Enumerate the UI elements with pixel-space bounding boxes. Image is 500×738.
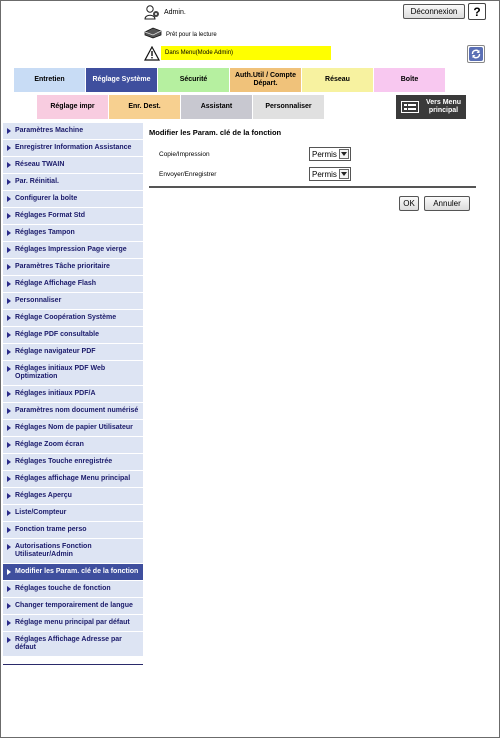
arrow-right-icon — [7, 366, 11, 372]
sidebar-item[interactable] — [3, 140, 143, 156]
arrow-right-icon — [7, 281, 11, 287]
admin-mode-indicator: Dans Menu(Mode Admin) — [161, 46, 331, 60]
permission-row-send — [149, 165, 477, 185]
sidebar-item-label: Réglages Aperçu — [15, 492, 72, 499]
tab-reseau[interactable]: Réseau — [302, 68, 373, 92]
ok-button[interactable]: OK — [399, 196, 419, 211]
sidebar-item-label: Configurer la boîte — [15, 195, 78, 202]
arrow-right-icon — [7, 213, 11, 219]
tab-securite[interactable]: Sécurité — [158, 68, 229, 92]
sidebar-item-label: Réglage Zoom écran — [15, 441, 84, 448]
warning-icon — [144, 46, 160, 61]
sidebar-item-label: Réglages initiaux PDF/A — [15, 390, 96, 397]
select-value: Permis — [312, 149, 337, 159]
tab-enr-dest[interactable]: Enr. Dest. — [109, 95, 180, 119]
tab-reglage-impr[interactable]: Réglage impr — [37, 95, 108, 119]
tab-assistant[interactable]: Assistant — [181, 95, 252, 119]
sidebar-item[interactable] — [3, 361, 143, 385]
printer-icon — [144, 26, 162, 44]
sidebar-item-label: Réglages Format Std — [15, 212, 86, 219]
arrow-right-icon — [7, 637, 11, 643]
sidebar-item-label: Réglages Tampon — [15, 229, 75, 236]
send-save-select[interactable] — [309, 167, 351, 181]
tab-boite[interactable]: Boîte — [374, 68, 445, 92]
cancel-button[interactable]: Annuler — [424, 196, 470, 211]
sidebar-item[interactable] — [3, 505, 143, 521]
chevron-down-icon — [339, 169, 349, 179]
arrow-right-icon — [7, 425, 11, 431]
arrow-right-icon — [7, 298, 11, 304]
sidebar-item-label: Fonction trame perso — [15, 526, 87, 533]
arrow-right-icon — [7, 264, 11, 270]
sidebar-item-label: Par. Réinitial. — [15, 178, 59, 185]
copy-print-select[interactable] — [309, 147, 351, 161]
arrow-right-icon — [7, 586, 11, 592]
page-title: Modifier les Param. clé de la fonction — [149, 128, 282, 137]
arrow-right-icon — [7, 230, 11, 236]
select-value: Permis — [312, 169, 337, 179]
sidebar-item[interactable] — [3, 564, 143, 580]
tab-reglage-systeme[interactable]: Réglage Système — [86, 68, 157, 92]
sidebar-item-label: Réglages Affichage Adresse par défaut — [15, 636, 122, 651]
arrow-right-icon — [7, 510, 11, 516]
arrow-right-icon — [7, 527, 11, 533]
arrow-right-icon — [7, 603, 11, 609]
sidebar-item-label: Paramètres Machine — [15, 127, 84, 134]
main-menu-label: Vers Menu principal — [425, 99, 461, 114]
permission-label: Copie/Impression — [159, 151, 210, 158]
sidebar-item[interactable] — [3, 420, 143, 436]
permission-label: Envoyer/Enregistrer — [159, 171, 217, 178]
sidebar-item[interactable] — [3, 454, 143, 470]
arrow-right-icon — [7, 620, 11, 626]
sidebar-item[interactable] — [3, 327, 143, 343]
arrow-right-icon — [7, 493, 11, 499]
sidebar-divider — [3, 664, 143, 665]
sidebar-item[interactable] — [3, 437, 143, 453]
sidebar-item[interactable] — [3, 174, 143, 190]
sidebar-item-label: Réglages initiaux PDF Web Optimization — [15, 365, 106, 380]
tab-auth-util-compte[interactable]: Auth.Util / Compte Départ. — [230, 68, 301, 92]
arrow-right-icon — [7, 145, 11, 151]
sidebar-item[interactable] — [3, 191, 143, 207]
sidebar-item-label: Réglages Impression Page vierge — [15, 246, 127, 253]
sidebar-item-label: Paramètres Tâche prioritaire — [15, 263, 110, 270]
arrow-right-icon — [7, 442, 11, 448]
arrow-right-icon — [7, 569, 11, 575]
arrow-right-icon — [7, 332, 11, 338]
sidebar-item-label: Enregistrer Information Assistance — [15, 144, 132, 151]
sidebar-item[interactable] — [3, 259, 143, 275]
header — [1, 1, 499, 123]
sidebar-item[interactable] — [3, 598, 143, 614]
sidebar-item-label: Paramètres nom document numérisé — [15, 407, 139, 414]
admin-user-icon — [144, 4, 160, 20]
user-row — [144, 4, 186, 20]
refresh-button[interactable] — [467, 45, 485, 63]
sidebar-item[interactable] — [3, 581, 143, 597]
sidebar-item-label: Réglages Touche enregistrée — [15, 458, 113, 465]
sidebar-item[interactable] — [3, 615, 143, 631]
sidebar-item[interactable] — [3, 276, 143, 292]
sidebar-item[interactable] — [3, 539, 143, 563]
sidebar-item-label: Réseau TWAIN — [15, 161, 65, 168]
arrow-right-icon — [7, 196, 11, 202]
arrow-right-icon — [7, 162, 11, 168]
main-panel — [149, 128, 477, 208]
mode-row — [144, 45, 331, 61]
status-text: Prêt pour la lecture — [166, 31, 217, 38]
sidebar-item-label: Réglage PDF consultable — [15, 331, 100, 338]
arrow-right-icon — [7, 247, 11, 253]
sidebar-item-label: Réglage menu principal par défaut — [15, 619, 130, 626]
sidebar-item[interactable] — [3, 632, 143, 656]
status-row — [144, 28, 217, 41]
arrow-right-icon — [7, 391, 11, 397]
sidebar-item-label: Changer temporairement de langue — [15, 602, 133, 609]
main-menu-button[interactable] — [396, 95, 466, 119]
sidebar-item[interactable] — [3, 386, 143, 402]
arrow-right-icon — [7, 408, 11, 414]
divider — [149, 186, 476, 188]
sidebar-item-label: Réglage navigateur PDF — [15, 348, 96, 355]
arrow-right-icon — [7, 179, 11, 185]
sidebar-item[interactable] — [3, 293, 143, 309]
sidebar-item-label: Modifier les Param. clé de la fonction — [15, 568, 139, 575]
sidebar-item-label: Personnaliser — [15, 297, 62, 304]
arrow-right-icon — [7, 349, 11, 355]
sidebar-item[interactable] — [3, 208, 143, 224]
sidebar-item[interactable] — [3, 488, 143, 504]
sidebar-item[interactable] — [3, 123, 143, 139]
permission-row-copy — [149, 145, 477, 165]
sidebar-item[interactable] — [3, 225, 143, 241]
help-button[interactable]: ? — [468, 3, 486, 20]
sidebar-item-label: Autorisations Fonction Utilisateur/Admin — [15, 543, 92, 558]
sidebar-item-label: Réglage Coopération Système — [15, 314, 117, 321]
sidebar-item[interactable] — [3, 344, 143, 360]
arrow-right-icon — [7, 544, 11, 550]
sidebar-item-label: Réglages Nom de papier Utilisateur — [15, 424, 133, 431]
sidebar-item-label: Liste/Compteur — [15, 509, 67, 516]
refresh-icon — [469, 47, 483, 61]
logout-button[interactable]: Déconnexion — [403, 4, 465, 19]
sidebar-item[interactable] — [3, 522, 143, 538]
sidebar-item-label: Réglages affichage Menu principal — [15, 475, 131, 482]
sidebar-item[interactable] — [3, 242, 143, 258]
sidebar-item[interactable] — [3, 310, 143, 326]
tab-personnaliser[interactable]: Personnaliser — [253, 95, 324, 119]
sidebar-item-label: Réglage Affichage Flash — [15, 280, 97, 287]
arrow-right-icon — [7, 128, 11, 134]
sidebar — [3, 123, 143, 665]
sidebar-item[interactable] — [3, 471, 143, 487]
sidebar-item[interactable] — [3, 157, 143, 173]
sidebar-item-label: Réglages touche de fonction — [15, 585, 111, 592]
sidebar-item[interactable] — [3, 403, 143, 419]
arrow-right-icon — [7, 459, 11, 465]
arrow-right-icon — [7, 476, 11, 482]
menu-icon — [401, 101, 419, 113]
tab-entretien[interactable]: Entretien — [14, 68, 85, 92]
arrow-right-icon — [7, 315, 11, 321]
user-name: Admin. — [164, 8, 186, 16]
chevron-down-icon — [339, 149, 349, 159]
